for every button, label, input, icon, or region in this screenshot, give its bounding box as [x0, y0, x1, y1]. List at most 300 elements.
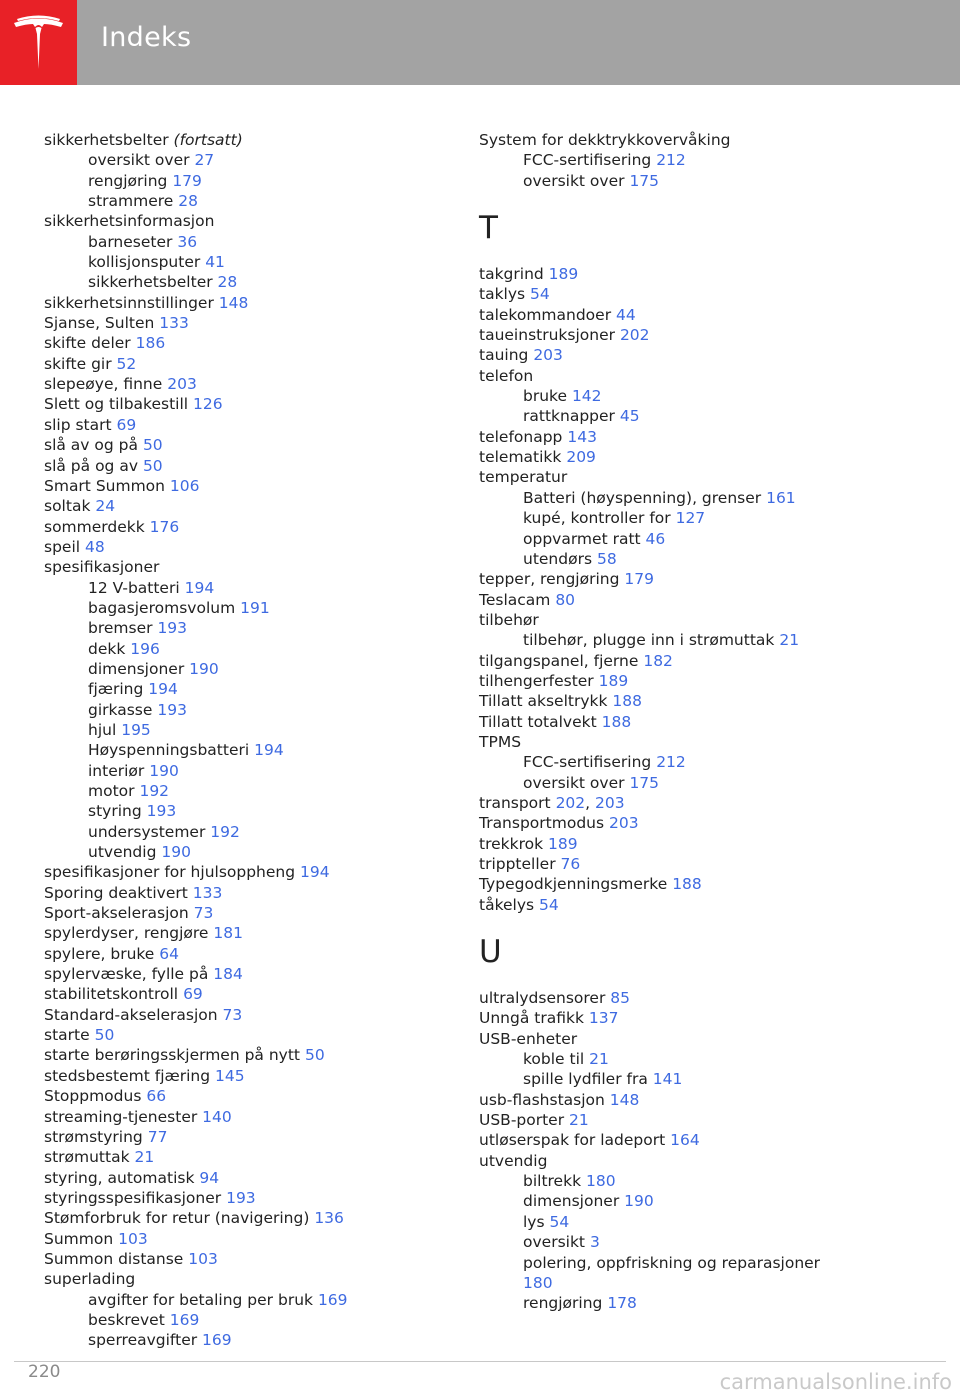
page-link[interactable]: 126: [193, 395, 223, 414]
page-link[interactable]: 103: [188, 1249, 218, 1268]
index-subentry: [44, 720, 454, 740]
index-entry: [44, 435, 454, 455]
page-link[interactable]: 64: [159, 944, 180, 963]
index-subentry: [479, 508, 919, 528]
index-entry: [479, 671, 919, 691]
page-link[interactable]: 193: [146, 802, 177, 821]
index-entry: [479, 1151, 919, 1171]
index-entry: [44, 862, 454, 882]
page-number: 220: [28, 1362, 61, 1382]
index-subentry: [479, 1212, 919, 1232]
entry-text: telefon: [479, 366, 534, 385]
entry-text: takgrind: [479, 265, 544, 284]
index-entry: [479, 447, 919, 467]
entry-text: Standard-akselerasjon: [44, 1005, 218, 1024]
index-entry: transport 202, 203: [479, 793, 625, 812]
entry-text: Sporing deaktivert: [44, 883, 188, 902]
entry-text: starte berøringsskjermen på nytt: [44, 1046, 301, 1065]
index-entry: [44, 456, 454, 476]
page-link[interactable]: 196: [130, 639, 160, 658]
entry-text: bagasjeromsvolum: [88, 598, 236, 617]
entry-continued-note: (fortsatt): [173, 131, 243, 149]
index-subentry: [479, 171, 919, 191]
page-link[interactable]: 94: [199, 1168, 220, 1187]
entry-text: oversikt over: [88, 151, 190, 170]
index-subentry: [44, 171, 454, 191]
index-subentry: [44, 191, 454, 211]
page-link[interactable]: 195: [121, 720, 151, 739]
entry-text: superlading: [44, 1270, 136, 1289]
page-link[interactable]: 169: [169, 1310, 200, 1329]
page-link[interactable]: 202: [619, 326, 650, 345]
page-link[interactable]: 192: [139, 782, 170, 800]
page-link[interactable]: 137: [588, 1009, 619, 1028]
entry-text: sikkerhetsbelter: [44, 131, 169, 149]
index-entry: [479, 854, 919, 874]
entry-text: Transportmodus: [479, 814, 605, 833]
page-title: Indeks: [101, 22, 192, 53]
page-link[interactable]: 203: [167, 375, 197, 394]
page-link[interactable]: 46: [645, 529, 666, 548]
page-link[interactable]: 182: [643, 651, 673, 670]
page-link[interactable]: 103: [118, 1229, 148, 1248]
index-entry: [44, 1208, 454, 1228]
index-subentry: [479, 1273, 919, 1293]
page-link[interactable]: 148: [218, 293, 249, 312]
index-entry: [479, 712, 919, 732]
page-link[interactable]: 189: [548, 834, 578, 853]
index-subentry: [44, 822, 454, 842]
index-subentry: [479, 1171, 919, 1191]
page-link[interactable]: 179: [624, 570, 654, 589]
page-link[interactable]: 21: [779, 631, 800, 650]
index-subentry: [44, 761, 454, 781]
index-entry: [479, 895, 919, 915]
entry-text: styringsspesifikasjoner: [44, 1188, 222, 1207]
entry-text: bruke: [523, 387, 567, 406]
entry-text: slå av og på: [44, 436, 138, 455]
index-subentry: [479, 150, 919, 170]
entry-text: interiør: [88, 761, 145, 780]
entry-text: TPMS: [479, 732, 522, 751]
index-entry: [44, 354, 454, 374]
index-entry: [44, 1107, 454, 1127]
entry-text: barneseter: [88, 232, 173, 251]
entry-text: utendørs: [523, 549, 593, 568]
index-entry: [44, 1005, 454, 1025]
page-link[interactable]: 190: [161, 843, 191, 862]
index-entry: [44, 415, 454, 435]
index-entry: [479, 610, 919, 630]
page-link[interactable]: 85: [610, 989, 631, 1008]
page-link[interactable]: 180: [586, 1172, 616, 1191]
index-column-right: [479, 130, 919, 1314]
index-entry: [479, 569, 919, 589]
page-link[interactable]: 190: [149, 761, 179, 780]
entry-text: tauing: [479, 346, 529, 365]
index-entry: [44, 883, 454, 903]
entry-text: spylervæske, fylle på: [44, 965, 209, 984]
watermark: carmanualsonline.info: [719, 1370, 952, 1394]
page-link[interactable]: 21: [589, 1050, 609, 1069]
index-subentry: [44, 740, 454, 760]
index-entry: [44, 333, 454, 353]
index-subentry: [44, 578, 454, 598]
entry-text: styring, automatisk: [44, 1168, 195, 1187]
entry-text: Smart Summon: [44, 476, 165, 495]
index-entry: [479, 874, 919, 894]
section-letter: U: [479, 934, 502, 971]
page-link[interactable]: 133: [192, 883, 223, 902]
page-link[interactable]: 164: [670, 1131, 700, 1150]
page-link[interactable]: 136: [314, 1209, 344, 1228]
page-link[interactable]: 3: [589, 1233, 600, 1252]
index-entry: [479, 325, 919, 345]
index-entry: [44, 1045, 454, 1065]
index-entry: [44, 211, 454, 231]
entry-text: 12 V-batteri: [88, 578, 180, 597]
page-link[interactable]: 148: [609, 1090, 640, 1109]
page-link[interactable]: 194: [300, 863, 330, 882]
index-entry: [479, 467, 919, 487]
index-entry: [479, 427, 919, 447]
entry-text: tilbehør: [479, 610, 539, 629]
index-subentry: [44, 639, 454, 659]
index-entry: [44, 1127, 454, 1147]
page-link[interactable]: 169: [317, 1290, 348, 1309]
page-link[interactable]: 76: [560, 855, 581, 873]
page-link[interactable]: 69: [116, 415, 137, 434]
entry-text: rengjøring: [523, 1294, 603, 1313]
page-link[interactable]: 80: [555, 590, 576, 609]
page-link[interactable]: 189: [598, 671, 629, 690]
index-entry: [44, 944, 454, 964]
entry-text: biltrekk: [523, 1172, 582, 1191]
page-link[interactable]: 186: [135, 334, 166, 353]
page-link[interactable]: 203: [533, 346, 563, 365]
index-entry: [479, 1008, 919, 1028]
page-link[interactable]: 184: [213, 965, 243, 984]
entry-text: utvendig: [88, 843, 157, 862]
index-subentry: [44, 700, 454, 720]
entry-text: Batteri (høyspenning), grenser: [523, 488, 762, 507]
entry-text: Tillatt totalvekt: [479, 712, 597, 731]
page-link[interactable]: 188: [612, 692, 642, 711]
page-link[interactable]: 142: [571, 387, 602, 406]
entry-text: bremser: [88, 619, 153, 638]
entry-text: slå på og av: [44, 456, 138, 475]
index-entry: [44, 1229, 454, 1249]
index-entry: [479, 130, 919, 150]
page-link[interactable]: 54: [539, 895, 559, 914]
entry-text: strømuttak: [44, 1148, 130, 1167]
page-link[interactable]: 69: [183, 985, 203, 1004]
page-link[interactable]: 202: [555, 793, 586, 812]
index-entry: [479, 345, 919, 365]
entry-text: undersystemer: [88, 822, 206, 841]
page-link[interactable]: 178: [607, 1294, 637, 1313]
entry-text: kupé, kontroller for: [523, 509, 671, 528]
page-link[interactable]: 145: [215, 1066, 245, 1085]
entry-text: kollisjonsputer: [88, 253, 201, 272]
page-link[interactable]: 143: [567, 427, 597, 446]
page-link[interactable]: 28: [217, 273, 238, 292]
page-link[interactable]: 190: [624, 1192, 654, 1211]
entry-text: dekk: [88, 639, 126, 658]
entry-text: spesifikasjoner: [44, 558, 160, 577]
page-header: [0, 0, 960, 85]
entry-text: skifte gir: [44, 354, 112, 373]
index-entry: [479, 1090, 919, 1110]
entry-text: koble til: [523, 1050, 585, 1069]
index-subentry: [44, 1310, 454, 1330]
entry-text: oversikt over: [523, 773, 625, 792]
index-entry: [479, 284, 919, 304]
entry-text: Summon distanse: [44, 1249, 184, 1268]
index-subentry: [479, 1293, 919, 1313]
entry-text: hjul: [88, 720, 117, 739]
page-link[interactable]: 66: [146, 1087, 167, 1106]
index-entry: [479, 366, 919, 386]
index-subentry: [44, 232, 454, 252]
index-entry: [44, 1086, 454, 1106]
entry-text: tepper, rengjøring: [479, 570, 620, 589]
page-link[interactable]: 141: [652, 1070, 683, 1089]
entry-text: dimensjoner: [88, 659, 185, 678]
entry-text: System for dekktrykkovervåking: [479, 131, 731, 149]
page-link[interactable]: 161: [766, 488, 796, 507]
page-link[interactable]: 27: [194, 151, 215, 170]
index-subentry: [44, 598, 454, 618]
index-subentry: [44, 1290, 454, 1310]
entry-text: telematikk: [479, 448, 562, 467]
page-link[interactable]: 203: [595, 793, 625, 812]
index-entry: [479, 1110, 919, 1130]
index-entry: [44, 1147, 454, 1167]
index-subentry: [44, 659, 454, 679]
entry-text: speil: [44, 537, 81, 556]
page-link[interactable]: 41: [205, 253, 225, 272]
page-link[interactable]: 209: [566, 448, 596, 467]
index-entry: [44, 1025, 454, 1045]
entry-text: sperreavgifter: [88, 1331, 198, 1350]
index-entry: [44, 496, 454, 516]
page-link[interactable]: 194: [184, 578, 215, 597]
entry-text: Sjanse, Sulten: [44, 314, 155, 333]
index-subentry: [44, 252, 454, 272]
page-link[interactable]: 54: [530, 285, 550, 304]
entry-text: tilhengerfester: [479, 671, 594, 690]
page-link[interactable]: 188: [601, 712, 632, 731]
entry-text: oppvarmet ratt: [523, 529, 641, 548]
page-link[interactable]: 212: [656, 151, 686, 170]
entry-text: avgifter for betaling per bruk: [88, 1290, 313, 1309]
entry-text: transport: [479, 793, 551, 812]
index-entry: [44, 903, 454, 923]
page-link[interactable]: 193: [157, 619, 188, 638]
index-subentry: [479, 386, 919, 406]
entry-text: sikkerhetsbelter: [88, 273, 213, 292]
entry-text: rattknapper: [523, 407, 615, 426]
entry-text: sommerdekk: [44, 517, 145, 536]
entry-text: spille lydfiler fra: [523, 1070, 648, 1089]
page-link[interactable]: 169: [202, 1331, 232, 1350]
page-link[interactable]: 194: [254, 741, 284, 760]
page-link[interactable]: 140: [202, 1107, 232, 1126]
index-subentry: [479, 529, 919, 549]
entry-text: tilgangspanel, fjerne: [479, 651, 639, 670]
entry-text: ultralydsensorer: [479, 989, 606, 1008]
entry-text: Teslacam: [479, 590, 551, 609]
entry-text: oversikt over: [523, 171, 625, 190]
index-entry: [479, 264, 919, 284]
index-entry: [479, 988, 919, 1008]
page-link[interactable]: 193: [157, 700, 187, 719]
entry-text: Typegodkjenningsmerke: [479, 875, 668, 894]
index-subentry: [44, 618, 454, 638]
page-link[interactable]: 21: [134, 1148, 155, 1167]
index-subentry: [44, 150, 454, 170]
entry-text: skifte deler: [44, 334, 131, 353]
entry-text: Slett og tilbakestill: [44, 395, 189, 414]
index-entry: [44, 374, 454, 394]
page-link[interactable]: 194: [148, 680, 178, 699]
tesla-t-icon: [11, 15, 66, 70]
index-subentry: [44, 1330, 454, 1350]
index-entry: [44, 557, 454, 577]
page-link[interactable]: 176: [149, 517, 180, 536]
page-link[interactable]: 73: [193, 904, 214, 923]
page-link[interactable]: 54: [549, 1212, 570, 1231]
entry-text: polering, oppfriskning og reparasjoner: [523, 1253, 821, 1272]
entry-text: stabilitetskontroll: [44, 985, 179, 1004]
page-link[interactable]: 50: [142, 456, 163, 475]
page-link[interactable]: 36: [177, 232, 198, 251]
index-entry: [479, 691, 919, 711]
index-subentry: [479, 549, 919, 569]
index-subentry: [44, 781, 454, 801]
index-subentry: [479, 752, 919, 772]
entry-text: utvendig: [479, 1151, 548, 1170]
index-entry: [479, 305, 919, 325]
entry-text: utløserspak for ladeport: [479, 1131, 666, 1150]
page-link[interactable]: 179: [172, 171, 202, 190]
page-link[interactable]: 50: [304, 1046, 325, 1065]
page-link[interactable]: 50: [94, 1026, 115, 1045]
index-entry: [479, 813, 919, 833]
page-link[interactable]: 212: [656, 753, 686, 772]
entry-text: starte: [44, 1026, 90, 1045]
index-entry: [44, 1249, 454, 1269]
entry-text: soltak: [44, 497, 91, 516]
entry-text: spesifikasjoner for hjulsoppheng: [44, 863, 296, 882]
index-entry: [44, 1168, 454, 1188]
index-entry: [44, 517, 454, 537]
index-entry: [44, 1188, 454, 1208]
page-link[interactable]: 106: [169, 476, 200, 495]
page-link[interactable]: 45: [619, 407, 640, 426]
index-entry: [44, 1066, 454, 1086]
page-link[interactable]: 175: [629, 171, 660, 190]
entry-text: dimensjoner: [523, 1192, 620, 1211]
index-subentry: [479, 1049, 919, 1069]
page-link[interactable]: 73: [222, 1005, 243, 1024]
entry-text: Sport-akselerasjon: [44, 904, 189, 923]
entry-text: motor: [88, 782, 135, 800]
entry-text: streaming-tjenester: [44, 1107, 198, 1126]
page-link[interactable]: 180: [523, 1273, 553, 1292]
entry-text: taueinstruksjoner: [479, 326, 615, 345]
entry-text: lys: [523, 1212, 545, 1231]
page-link[interactable]: 190: [189, 659, 219, 678]
index-entry: [479, 590, 919, 610]
entry-text: Summon: [44, 1229, 114, 1248]
index-subentry: [479, 1191, 919, 1211]
tesla-logo: [0, 0, 77, 85]
index-subentry: [479, 1253, 919, 1273]
entry-text: tilbehør, plugge inn i strømuttak: [523, 631, 775, 650]
page-link[interactable]: 193: [226, 1188, 256, 1207]
entry-text: talekommandoer: [479, 305, 612, 324]
page-link[interactable]: 127: [675, 509, 706, 528]
page-link[interactable]: 28: [178, 192, 198, 211]
page-link[interactable]: 175: [629, 773, 660, 792]
entry-text: FCC-sertifisering: [523, 151, 652, 170]
index-entry: [479, 732, 919, 752]
entry-text: taklys: [479, 285, 526, 304]
entry-text: USB-porter: [479, 1111, 565, 1130]
page-link[interactable]: 189: [548, 265, 579, 284]
index-subentry: [479, 1069, 919, 1089]
page-link[interactable]: 50: [142, 436, 163, 455]
entry-text: beskrevet: [88, 1310, 165, 1329]
page-link[interactable]: 203: [609, 814, 639, 833]
page-link[interactable]: 181: [213, 924, 243, 943]
page-link[interactable]: 24: [95, 497, 116, 516]
entry-text: fjæring: [88, 680, 144, 699]
index-entry: [479, 1130, 919, 1150]
section-letter: T: [479, 210, 498, 247]
page-link[interactable]: 191: [240, 598, 270, 617]
entry-text: FCC-sertifisering: [523, 753, 652, 772]
page-link[interactable]: 58: [596, 549, 617, 568]
page-link[interactable]: 21: [569, 1111, 589, 1130]
entry-text: slip start: [44, 415, 112, 434]
page-link[interactable]: 48: [85, 537, 105, 556]
index-subentry: [44, 842, 454, 862]
entry-text: girkasse: [88, 700, 153, 719]
page-link[interactable]: 192: [210, 822, 240, 841]
index-entry: [44, 537, 454, 557]
index-subentry: [479, 488, 919, 508]
entry-text: trippteller: [479, 855, 556, 873]
index-entry: [44, 964, 454, 984]
index-entry: [44, 1269, 454, 1289]
index-entry: [44, 923, 454, 943]
page-link[interactable]: 44: [616, 305, 636, 324]
page-link[interactable]: 133: [159, 314, 189, 333]
page-link[interactable]: 52: [116, 354, 137, 373]
index-subentry: [479, 773, 919, 793]
entry-text: strømstyring: [44, 1127, 143, 1146]
index-entry: [44, 293, 454, 313]
index-subentry: [44, 679, 454, 699]
page-link[interactable]: 188: [672, 875, 702, 894]
page-link[interactable]: 77: [147, 1127, 168, 1146]
index-subentry: [479, 1232, 919, 1252]
index-entry: [44, 394, 454, 414]
index-entry: [44, 476, 454, 496]
